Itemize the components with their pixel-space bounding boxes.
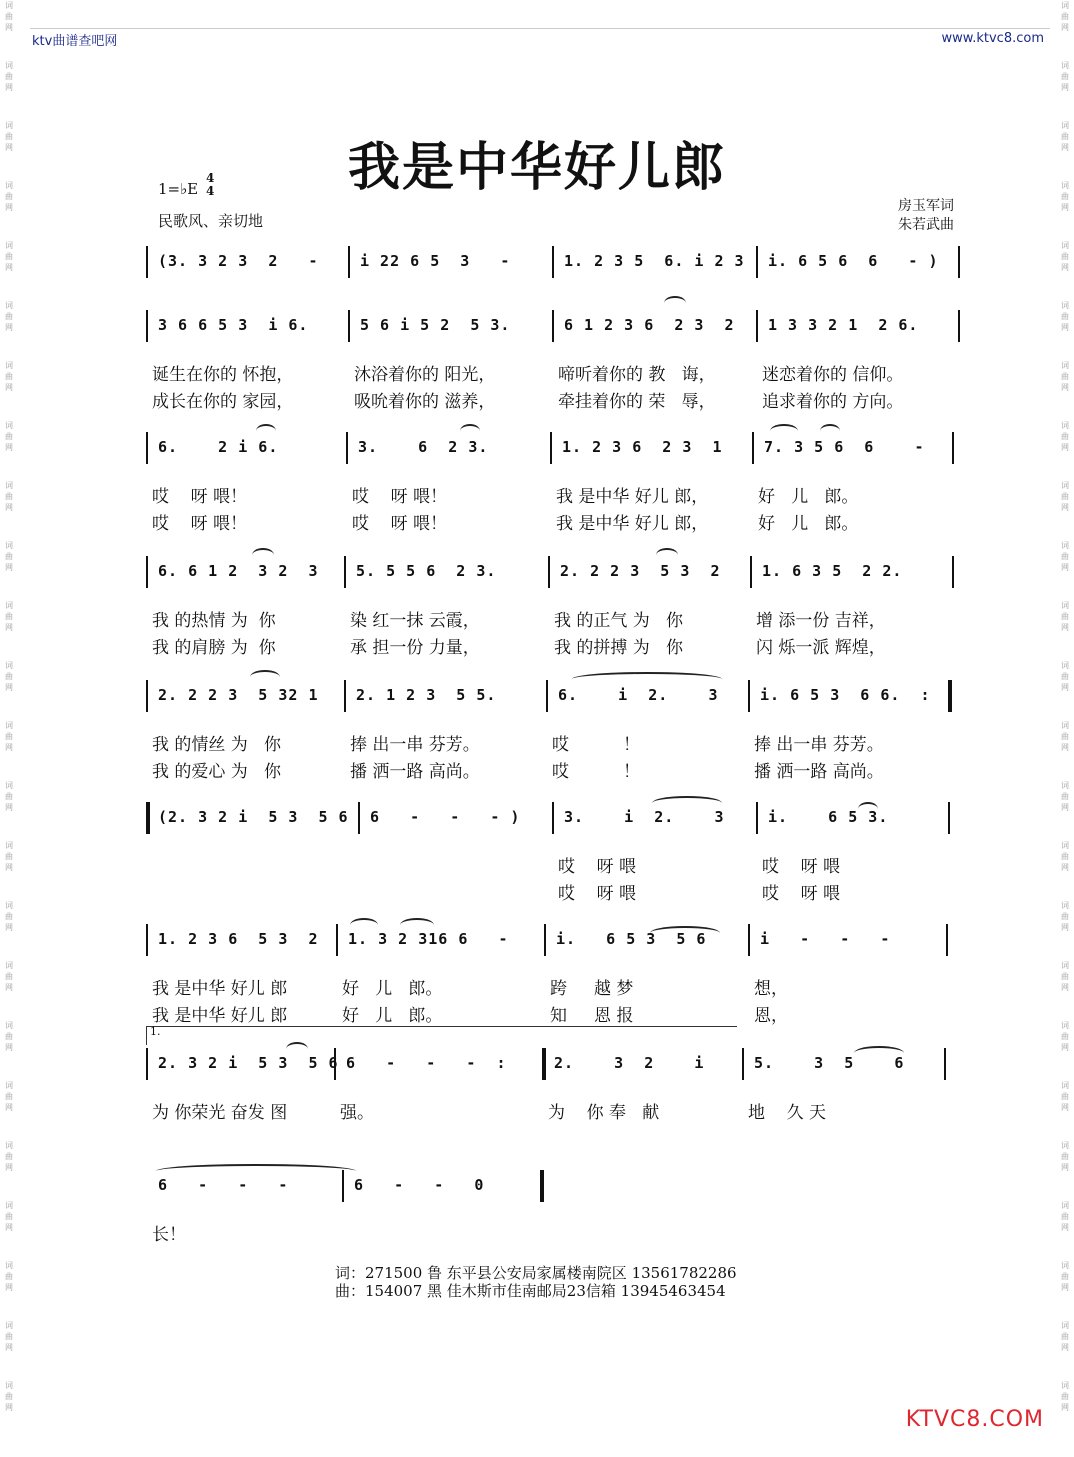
slur-mark (156, 1164, 356, 1178)
watermark-text: 词 曲 网 (1061, 721, 1069, 752)
barline (742, 1048, 744, 1080)
site-logo[interactable]: KTVC8.COM (905, 1407, 1044, 1432)
watermark-text: 词 曲 网 (5, 541, 13, 572)
slur-mark (652, 796, 722, 810)
watermark-text: 词 曲 网 (1061, 841, 1069, 872)
lyric-line-1: 强。 (340, 1103, 374, 1123)
measure-notes: 6. 2 i 6. (158, 438, 279, 456)
watermark-text: 词 曲 网 (5, 61, 13, 92)
watermark-text: 词 曲 网 (5, 841, 13, 872)
watermark-text: 词 曲 网 (1061, 781, 1069, 812)
watermark-text: 词 曲 网 (1061, 961, 1069, 992)
lyric-line-1: 诞生在你的 怀抱， (152, 365, 294, 385)
lyric-line-1: 想， (754, 979, 788, 999)
lyric-line-2: 播 洒一路 高尚。 (350, 762, 480, 782)
measure-notes: 3 6 6 5 3 i 6. (158, 316, 309, 334)
measure-notes: (3. 3 2 3 2 - (158, 252, 319, 270)
watermark-text: 词 曲 网 (1061, 601, 1069, 632)
watermark-text: 词 曲 网 (1061, 481, 1069, 512)
barline (550, 432, 552, 464)
lyric-line-2: 追求着你的 方向。 (762, 392, 904, 412)
barline (346, 432, 348, 464)
volta-number: 1. (150, 1025, 161, 1038)
measure-notes: 1. 2 3 6 5 3 2 (158, 930, 319, 948)
watermark-text: 词 曲 网 (5, 1261, 13, 1292)
watermark-text: 词 曲 网 (1061, 1321, 1069, 1352)
barline (546, 680, 548, 712)
barline (348, 246, 350, 278)
lyric-line-1: 啼听着你的 教 诲， (558, 365, 716, 385)
lyric-line-2: 哎 ！ (552, 762, 641, 782)
measure-notes: 2. 3 2 i 5 3 5 6 (158, 1054, 339, 1072)
lyric-line-1: 染 红一抹 云霞， (350, 611, 480, 631)
measure-notes: 1 3 3 2 1 2 6. (768, 316, 919, 334)
slur-mark (572, 672, 722, 686)
watermark-text: 词 曲 网 (1061, 301, 1069, 332)
time-signature (206, 172, 214, 198)
barline (552, 310, 554, 342)
lyric-line-1: 我 是中华 好儿 郎 (152, 979, 288, 999)
watermark-text: 词 曲 网 (1061, 1381, 1069, 1412)
barline (146, 924, 148, 956)
barline (146, 556, 148, 588)
lyric-line-2: 好 儿 郎。 (758, 514, 859, 534)
lyric-line-1: 地 久 天 (748, 1103, 827, 1123)
lyric-line-1: 为 你 奉 献 (548, 1103, 660, 1123)
measure-notes: 6. i 2. 3 (558, 686, 719, 704)
lyric-line-2: 承 担一份 力量， (350, 638, 480, 658)
watermark-text: 词 曲 网 (1061, 1261, 1069, 1292)
barline (748, 680, 750, 712)
footer-composer-address: 曲：154007 黑 佳木斯市佳南邮局23信箱 13945463454 (335, 1282, 726, 1300)
barline (146, 1048, 148, 1080)
lyric-line-2: 我 是中华 好儿 郎 (152, 1006, 288, 1026)
slur-mark (854, 1046, 904, 1060)
lyric-line-2: 闪 烁一派 辉煌， (756, 638, 886, 658)
measure-notes: 1. 2 3 6 2 3 1 (562, 438, 723, 456)
barline (952, 432, 954, 464)
watermark-text: 词 曲 网 (1061, 661, 1069, 692)
barline (544, 924, 546, 956)
watermark-text: 词 曲 网 (1061, 121, 1069, 152)
lyricist-credit: 房玉军词 (898, 198, 954, 214)
barline (944, 1048, 946, 1080)
lyric-line-2: 好 儿 郎。 (342, 1006, 443, 1026)
watermark-text: 词 曲 网 (5, 661, 13, 692)
barline (952, 556, 954, 588)
watermark-text: 词 曲 网 (5, 721, 13, 752)
lyric-line-1: 我 的正气 为 你 (554, 611, 684, 631)
barline (540, 1170, 544, 1202)
slur-mark (820, 424, 840, 438)
header-rule (30, 28, 1050, 29)
measure-notes: i 22 6 5 3 - (360, 252, 511, 270)
watermark-text: 词 曲 网 (5, 1021, 13, 1052)
lyric-line-1: 增 添一份 吉祥， (756, 611, 886, 631)
watermark-text: 词 曲 网 (1061, 361, 1069, 392)
measure-notes: 1. 2 3 5 6. i 2 3 (564, 252, 745, 270)
measure-notes: 6 - - 0 (354, 1176, 485, 1194)
watermark-text: 词 曲 网 (5, 1081, 13, 1112)
watermark-text: 词 曲 网 (1061, 181, 1069, 212)
measure-notes: 6 1 2 3 6 2 3 2 (564, 316, 735, 334)
watermark-text: 词 曲 网 (5, 1141, 13, 1172)
lyric-line-1: 我 的热情 为 你 (152, 611, 276, 631)
measure-notes: 2. 2 2 3 5 3 2 (560, 562, 721, 580)
slur-mark (256, 424, 276, 438)
barline (542, 1048, 546, 1080)
measure-notes: 6 - - - : (346, 1054, 507, 1072)
key-signature: 1=♭E (158, 180, 199, 198)
lyric-line-2: 哎 呀 喂 (558, 884, 637, 904)
watermark-text: 词 曲 网 (5, 1201, 13, 1232)
lyric-line-2: 恩， (754, 1006, 788, 1026)
lyric-line-1: 我 是中华 好儿 郎， (556, 487, 709, 507)
lyric-line-1: 哎 呀 喂！ (152, 487, 248, 507)
measure-notes: (2. 3 2 i 5 3 5 6 (158, 808, 349, 826)
measure-notes: 3. 6 2 3. (358, 438, 489, 456)
measure-notes: 5 6 i 5 2 5 3. (360, 316, 511, 334)
left-watermark (2, 0, 16, 1440)
measure-notes: i. 6 5 3. (768, 808, 889, 826)
meter-bottom: 4 (206, 184, 215, 198)
watermark-text: 词 曲 网 (1061, 901, 1069, 932)
lyric-line-2: 我 的爱心 为 你 (152, 762, 282, 782)
barline (552, 802, 554, 834)
lyric-line-2: 知 恩 报 (550, 1006, 634, 1026)
lyric-line-1: 好 儿 郎。 (342, 979, 443, 999)
measure-notes: 2. 2 2 3 5 32 1 (158, 686, 319, 704)
watermark-text: 词 曲 网 (1061, 1201, 1069, 1232)
barline (948, 802, 950, 834)
slur-mark (656, 548, 678, 562)
right-watermark (1058, 0, 1072, 1440)
slur-mark (664, 296, 686, 310)
barline (946, 924, 948, 956)
lyric-line-1: 为 你荣光 奋发 图 (152, 1103, 288, 1123)
measure-notes: i. 6 5 6 6 - ) (768, 252, 939, 270)
watermark-text: 词 曲 网 (1061, 541, 1069, 572)
lyric-line-2: 播 洒一路 高尚。 (754, 762, 884, 782)
barline (348, 310, 350, 342)
watermark-text: 词 曲 网 (5, 1381, 13, 1412)
lyric-line-1: 哎 呀 喂！ (352, 487, 448, 507)
measure-notes: 2. 1 2 3 5 5. (356, 686, 497, 704)
barline (750, 556, 752, 588)
measure-notes: 3. i 2. 3 (564, 808, 725, 826)
measure-notes: 5. 5 5 6 2 3. (356, 562, 497, 580)
measure-notes: 6. 6 1 2 3 2 3 (158, 562, 319, 580)
lyric-line-1: 我 的情丝 为 你 (152, 735, 282, 755)
watermark-text: 词 曲 网 (5, 181, 13, 212)
measure-notes: i. 6 5 3 6 6. : (760, 686, 931, 704)
lyric-line-2: 吸吮着你的 滋养， (354, 392, 496, 412)
watermark-text: 词 曲 网 (1061, 1081, 1069, 1112)
lyric-line-1: 哎 ！ (552, 735, 641, 755)
lyric-line-2: 我 的拼搏 为 你 (554, 638, 684, 658)
lyric-line-2: 成长在你的 家园， (152, 392, 294, 412)
barline (958, 246, 960, 278)
slur-mark (250, 670, 280, 684)
lyric-line-2: 哎 呀 喂！ (352, 514, 448, 534)
footer-lyricist-address: 词：271500 鲁 东平县公安局家属楼南院区 13561782286 (335, 1264, 737, 1282)
slur-mark (252, 548, 274, 562)
lyric-line-2: 我 是中华 好儿 郎， (556, 514, 709, 534)
barline (948, 680, 952, 712)
barline (146, 432, 148, 464)
site-url-right[interactable]: www.ktvc8.com (941, 31, 1044, 46)
measure-notes: 2. 3 2 i (554, 1054, 705, 1072)
barline (344, 680, 346, 712)
barline (146, 310, 148, 342)
slur-mark (770, 424, 798, 438)
barline (756, 310, 758, 342)
lyric-line-1: 长！ (152, 1225, 186, 1245)
watermark-text: 词 曲 网 (5, 1321, 13, 1352)
slur-mark (350, 918, 378, 932)
lyric-line-2: 哎 呀 喂！ (152, 514, 248, 534)
slur-mark (286, 1042, 308, 1056)
lyric-line-1: 捧 出一串 芬芳。 (350, 735, 480, 755)
lyric-line-1: 好 儿 郎。 (758, 487, 859, 507)
watermark-text: 词 曲 网 (5, 301, 13, 332)
watermark-text: 词 曲 网 (5, 1, 13, 32)
slur-mark (460, 424, 480, 438)
first-ending-bracket (146, 1026, 737, 1045)
meter-top: 4 (206, 171, 215, 185)
lyric-line-1: 跨 越 梦 (550, 979, 634, 999)
lyric-line-1: 捧 出一串 芬芳。 (754, 735, 884, 755)
song-title: 我是中华好儿郎 (347, 137, 726, 198)
measure-notes: 1. 6 3 5 2 2. (762, 562, 903, 580)
watermark-text: 词 曲 网 (1061, 1021, 1069, 1052)
watermark-text: 词 曲 网 (1061, 241, 1069, 272)
measure-notes: i. 6 5 3 5 6 (556, 930, 707, 948)
barline (146, 680, 148, 712)
lyric-line-1: 哎 呀 喂 (762, 857, 841, 877)
watermark-text: 词 曲 网 (5, 481, 13, 512)
watermark-text: 词 曲 网 (5, 421, 13, 452)
watermark-text: 词 曲 网 (1061, 1141, 1069, 1172)
watermark-text: 词 曲 网 (1061, 421, 1069, 452)
watermark-text: 词 曲 网 (5, 781, 13, 812)
barline (146, 246, 148, 278)
composer-credit: 朱若武曲 (898, 217, 954, 233)
measure-notes: 6 - - - (158, 1176, 289, 1194)
measure-notes: 7. 3 5 6 6 - (764, 438, 925, 456)
lyric-line-1: 沐浴着你的 阳光， (354, 365, 496, 385)
barline (958, 310, 960, 342)
measure-notes: i - - - (760, 930, 891, 948)
watermark-text: 词 曲 网 (1061, 1, 1069, 32)
barline (548, 556, 550, 588)
lyric-line-2: 我 的肩膀 为 你 (152, 638, 276, 658)
lyric-line-1: 迷恋着你的 信仰。 (762, 365, 904, 385)
barline (756, 246, 758, 278)
site-name-left[interactable]: ktv曲谱查吧网 (32, 34, 118, 49)
slur-mark (400, 918, 434, 932)
slur-mark (858, 802, 878, 816)
lyric-line-1: 哎 呀 喂 (558, 857, 637, 877)
watermark-text: 词 曲 网 (5, 241, 13, 272)
watermark-text: 词 曲 网 (5, 121, 13, 152)
barline (336, 924, 338, 956)
barline (358, 802, 360, 834)
watermark-text: 词 曲 网 (5, 901, 13, 932)
barline (756, 802, 758, 834)
barline (748, 924, 750, 956)
barline (552, 246, 554, 278)
slur-mark (650, 926, 720, 940)
measure-notes: 1. 3 2 316 6 - (348, 930, 509, 948)
watermark-text: 词 曲 网 (5, 601, 13, 632)
measure-notes: 5. 3 5 6 (754, 1054, 905, 1072)
watermark-text: 词 曲 网 (1061, 61, 1069, 92)
barline (146, 802, 150, 834)
lyric-line-2: 哎 呀 喂 (762, 884, 841, 904)
watermark-text: 词 曲 网 (5, 361, 13, 392)
performance-style: 民歌风、亲切地 (158, 212, 264, 230)
watermark-text: 词 曲 网 (5, 961, 13, 992)
measure-notes: 6 - - - ) (370, 808, 521, 826)
barline (752, 432, 754, 464)
lyric-line-2: 牵挂着你的 荣 辱， (558, 392, 716, 412)
barline (344, 556, 346, 588)
